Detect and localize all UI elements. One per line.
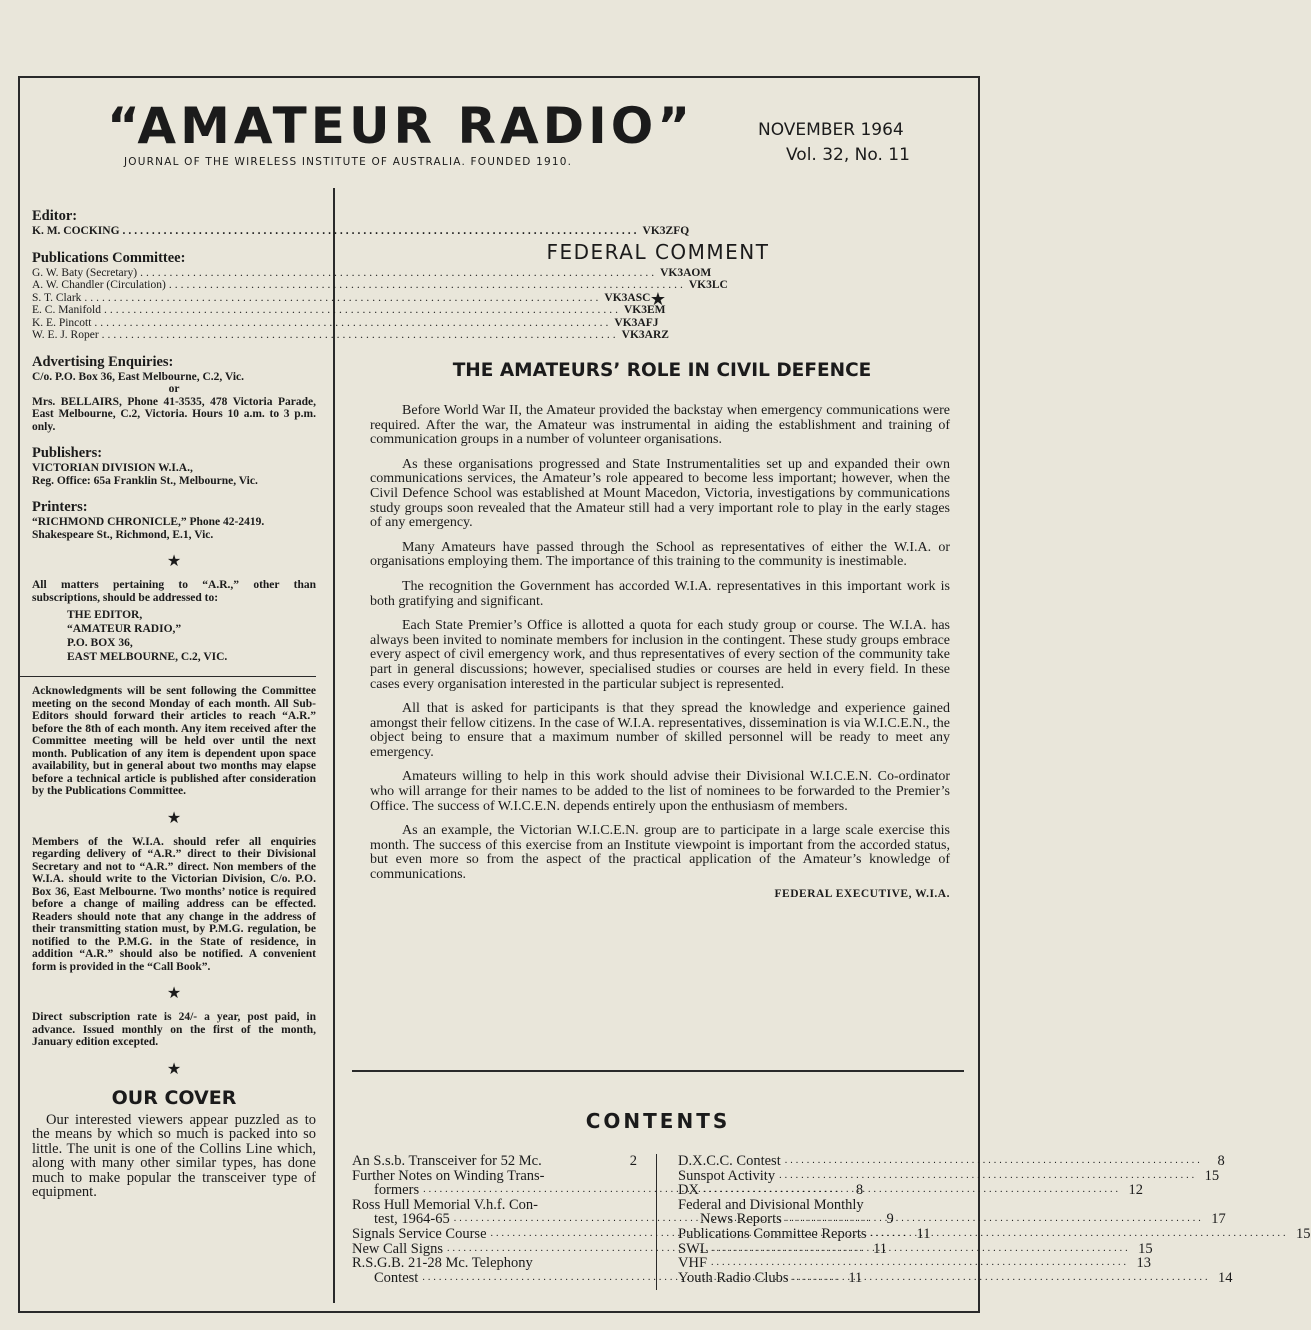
contents-entry[interactable] bbox=[678, 1240, 1153, 1257]
entry-title: R.S.G.B. 21-28 Mc. Telephony bbox=[352, 1255, 533, 1272]
leader-dots bbox=[713, 1242, 1131, 1257]
article-paragraph: The recognition the Government has accorded W.I.A. representatives in this important work is both gratifying and significant. bbox=[370, 578, 950, 609]
issue-volume: Vol. 32, No. 11 bbox=[786, 145, 910, 165]
entry-page: 13 bbox=[1136, 1255, 1152, 1272]
address-line: “AMATEUR RADIO,” bbox=[67, 623, 182, 635]
member-callsign: VK3ASC bbox=[604, 291, 651, 304]
entry-title-cont: News Reports bbox=[700, 1211, 782, 1228]
star-icon: ★ bbox=[166, 553, 182, 570]
matters-text: All matters pertaining to “A.R.,” other than subscriptions, should be addressed to: bbox=[32, 579, 316, 604]
leader-dots bbox=[102, 329, 619, 342]
printers-address: Shakespeare St., Richmond, E.1, Vic. bbox=[32, 528, 214, 541]
leader-dots bbox=[703, 1183, 1121, 1198]
leader-dots bbox=[793, 1271, 1211, 1286]
member-name: K. E. Pincott bbox=[32, 316, 92, 329]
address-line: THE EDITOR, bbox=[67, 609, 143, 621]
acknowledgments-text: Acknowledgments will be sent following the Committee meeting on the second Monday of each month. All Sub-Editors should forward their articles to reach “A.R.” before the 8th of each month. Any item received after the Committee meeting will be held over until the next month. Publication of any item is dependent upon space availability, but in general about two months may elapse before a technical article is published after consideration by the Publications Committee. bbox=[32, 685, 316, 797]
federal-comment-heading: FEDERAL COMMENT bbox=[546, 240, 770, 264]
entry-title-cont: formers bbox=[374, 1182, 420, 1199]
entry-title: Further Notes on Winding Trans- bbox=[352, 1167, 545, 1184]
publishers-office: Reg. Office: 65a Franklin St., Melbourne, Vic. bbox=[32, 474, 258, 487]
leader-dots bbox=[711, 1256, 1129, 1271]
advertising-contact: Mrs. BELLAIRS, Phone 41-3535, 478 Victoria Parade, East Melbourne, C.2, Victoria. Hours 10 a.m. to 3 p.m. only. bbox=[32, 395, 316, 433]
entry-title: DX bbox=[678, 1182, 699, 1199]
entry-page: 11 bbox=[916, 1225, 931, 1242]
entry-page: 14 bbox=[1218, 1269, 1233, 1286]
entry-page: 11 bbox=[873, 1240, 888, 1257]
article-paragraph: All that is asked for participants is that they spread the knowledge and experience gained amongst their fellow citizens. In the case of W.I.A. representatives, dissemination is via W.I.C.E.N., the object being to ensure that a maximum number of skilled personnel will be ready to meet any emergency. bbox=[370, 701, 950, 760]
address-line: P.O. BOX 36, bbox=[67, 637, 133, 649]
entry-title: Ross Hull Memorial V.h.f. Con- bbox=[352, 1196, 538, 1213]
article-paragraph: As an example, the Victorian W.I.C.E.N. group are to participate in a large scale exercise this month. The success of this exercise from an Institute viewpoint is important from the accorded status, but even more so from the aspect of the practical application of the Amateur’s knowledge of communications. bbox=[370, 823, 950, 883]
contents-entry[interactable] bbox=[678, 1269, 1233, 1286]
entry-page: 11 bbox=[848, 1269, 863, 1286]
entry-page: 15 bbox=[1296, 1225, 1311, 1242]
entry-title-cont: test, 1964-65 bbox=[374, 1211, 450, 1228]
contents-entry[interactable] bbox=[678, 1167, 1220, 1184]
contents-entry[interactable] bbox=[678, 1255, 1152, 1272]
matters-block bbox=[32, 579, 316, 664]
star-icon: ★ bbox=[166, 985, 182, 1002]
article-title: THE AMATEURS’ ROLE IN CIVIL DEFENCE bbox=[452, 360, 872, 381]
committee-row bbox=[32, 304, 666, 317]
contents-entry[interactable] bbox=[678, 1153, 1225, 1169]
leader-dots bbox=[785, 1154, 1203, 1169]
printers-name: “RICHMOND CHRONICLE,” Phone 42-2419. bbox=[32, 516, 265, 528]
leader-dots bbox=[779, 1169, 1197, 1184]
column-divider bbox=[333, 188, 335, 1303]
editor-callsign: VK3ZFQ bbox=[642, 225, 690, 237]
entry-title: D.X.C.C. Contest bbox=[678, 1153, 781, 1169]
member-callsign: VK3AOM bbox=[660, 266, 712, 279]
members-text: Members of the W.I.A. should refer all enquiries regarding delivery of “A.R.” direct to their Divisional Secretary and not to “A.R.” direct. Non members of the W.I.A. should write to the Victorian Division, C/o. P.O. Box 36, East Melbourne. Two months’ notice is required before a change of mailing address can be effected. Readers should note that any change in the address of their transmitting station must, by P.M.G. regulation, be notified to the P.M.G. in the State of residence, in addition “A.R.” should also be notified. A convenient form is provided in the “Call Book”. bbox=[32, 835, 316, 973]
article-paragraph: Amateurs willing to help in this work should advise their Divisional W.I.C.E.N. Co-ordinator who will arrange for their names to be added to the list of nominees to be forwarded to the Premier’s Office. The success of W.I.C.E.N. depends entirely upon the enthusiasm of members. bbox=[370, 769, 950, 814]
printers-block bbox=[32, 499, 316, 541]
editor-heading: Editor: bbox=[32, 208, 78, 224]
cover-text: Our interested viewers appear puzzled as to the means by which so much is packed into so little. The unit is one of the Collins Line which, along with many other similar types, has done much to make popular the transceiver type of equipment. bbox=[32, 1111, 316, 1201]
entry-page: 15 bbox=[1138, 1240, 1153, 1257]
entry-title: SWL bbox=[678, 1240, 709, 1257]
members-block bbox=[32, 836, 316, 974]
journal-title: “AMATEUR RADIO” bbox=[107, 97, 695, 155]
editor-block bbox=[32, 208, 690, 238]
member-name: A. W. Chandler (Circulation) bbox=[32, 279, 166, 291]
entry-title: Signals Service Course bbox=[352, 1225, 487, 1242]
advertising-or: or bbox=[168, 383, 180, 395]
leader-dots bbox=[94, 317, 611, 330]
committee-row bbox=[32, 279, 728, 292]
publishers-block bbox=[32, 445, 316, 487]
entry-title-cont: Contest bbox=[374, 1269, 419, 1286]
subscription-block bbox=[32, 1011, 316, 1049]
entry-page: 15 bbox=[1204, 1167, 1220, 1184]
entry-title: An S.s.b. Transceiver for 52 Mc. bbox=[352, 1153, 542, 1169]
entry-page: 17 bbox=[1211, 1211, 1226, 1228]
article-body bbox=[370, 404, 950, 901]
member-name: G. W. Baty (Secretary) bbox=[32, 266, 138, 279]
advertising-address: C/o. P.O. Box 36, East Melbourne, C.2, Vic. bbox=[32, 370, 245, 383]
contents-divider bbox=[352, 1070, 964, 1072]
committee-row bbox=[32, 291, 651, 305]
committee-row bbox=[32, 329, 669, 342]
entry-title: Federal and Divisional Monthly bbox=[678, 1196, 864, 1213]
cover-heading: OUR COVER bbox=[111, 1086, 237, 1109]
leader-dots bbox=[123, 225, 640, 238]
member-name: W. E. J. Roper bbox=[32, 329, 99, 341]
member-callsign: VK3LC bbox=[688, 279, 728, 291]
article-signature: FEDERAL EXECUTIVE, W.I.A. bbox=[774, 887, 950, 900]
contents-entry[interactable] bbox=[678, 1225, 1311, 1242]
entry-title: New Call Signs bbox=[352, 1240, 444, 1257]
contents-list-right bbox=[678, 1153, 1311, 1286]
article-paragraph: As these organisations progressed and State Instrumentalities set up and expanded their own communications services, the Amateur’s role appeared to become less important; however, when the Civil Defence School was established at Mount Macedon, Victoria, investigations by communications study groups soon revealed that the Amateur still had a very important role to play in the early stages of any emergency. bbox=[370, 456, 950, 531]
article-paragraph: Each State Premier’s Office is allotted a quota for each study group or course. The W.I.A. has always been invited to nominate members for inclusion in the contingent. These study groups embrace every aspect of civil emergency work, and thus representatives of every section of the community take part in general discussions; however, specialised studies or courses are held in every field. In these cases every organisation interested in the particular subject is represented. bbox=[370, 618, 950, 692]
leader-dots bbox=[140, 267, 657, 280]
committee-heading: Publications Committee: bbox=[32, 249, 186, 266]
star-icon: ★ bbox=[166, 1060, 182, 1078]
advertising-block bbox=[32, 354, 316, 434]
acknowledgments-block bbox=[18, 676, 316, 798]
editor-address bbox=[32, 608, 316, 664]
editor-row bbox=[32, 225, 690, 238]
member-name: E. C. Manifold bbox=[32, 304, 101, 316]
member-callsign: VK3EM bbox=[624, 304, 666, 316]
contents-entry[interactable] bbox=[352, 1154, 637, 1169]
contents-entry[interactable] bbox=[678, 1182, 1143, 1199]
contents-entry[interactable] bbox=[678, 1196, 1226, 1228]
printers-heading: Printers: bbox=[32, 499, 88, 515]
entry-title: Sunspot Activity bbox=[678, 1167, 776, 1184]
issue-date: NOVEMBER 1964 bbox=[758, 120, 904, 140]
committee-row bbox=[32, 316, 659, 330]
entry-page: 2 bbox=[629, 1153, 637, 1169]
publishers-name: VICTORIAN DIVISION W.I.A., bbox=[32, 462, 193, 474]
committee-row bbox=[32, 266, 712, 280]
star-icon: ★ bbox=[649, 289, 667, 309]
cover-block bbox=[32, 1087, 316, 1201]
entry-page: 9 bbox=[886, 1211, 894, 1228]
leader-dots bbox=[786, 1212, 1204, 1227]
entry-page: 8 bbox=[1217, 1153, 1225, 1169]
member-callsign: VK3ARZ bbox=[621, 329, 669, 341]
journal-subtitle: JOURNAL OF THE WIRELESS INSTITUTE OF AUSTRALIA. FOUNDED 1910. bbox=[124, 156, 573, 168]
entry-page: 12 bbox=[1128, 1182, 1143, 1199]
member-callsign: VK3AFJ bbox=[614, 316, 659, 329]
publishers-heading: Publishers: bbox=[32, 445, 103, 461]
member-name: S. T. Clark bbox=[32, 291, 82, 304]
address-line: EAST MELBOURNE, C.2, VIC. bbox=[67, 651, 228, 663]
entry-title: Publications Committee Reports bbox=[678, 1225, 867, 1242]
entry-page: 8 bbox=[855, 1182, 864, 1199]
article-paragraph: Before World War II, the Amateur provided the backstay when emergency communications were required. After the war, the Amateur was instrumental in aiding the establishment and training of communication groups in a number of volunteer organisations. bbox=[370, 403, 950, 448]
entry-title: Youth Radio Clubs bbox=[678, 1269, 789, 1286]
article-paragraph: Many Amateurs have passed through the School as representatives of either the W.I.A. or organisations employing them. The importance of this training to the community is inestimable. bbox=[370, 539, 950, 570]
leader-dots bbox=[871, 1227, 1289, 1242]
subscription-text: Direct subscription rate is 24/- a year, post paid, in advance. Issued monthly on the first of the month, January edition excepted. bbox=[32, 1011, 316, 1048]
star-icon: ★ bbox=[166, 809, 182, 827]
advertising-heading: Advertising Enquiries: bbox=[32, 353, 174, 370]
contents-heading: CONTENTS bbox=[585, 1109, 731, 1133]
editor-name: K. M. COCKING bbox=[32, 225, 120, 237]
entry-title: VHF bbox=[678, 1255, 708, 1272]
